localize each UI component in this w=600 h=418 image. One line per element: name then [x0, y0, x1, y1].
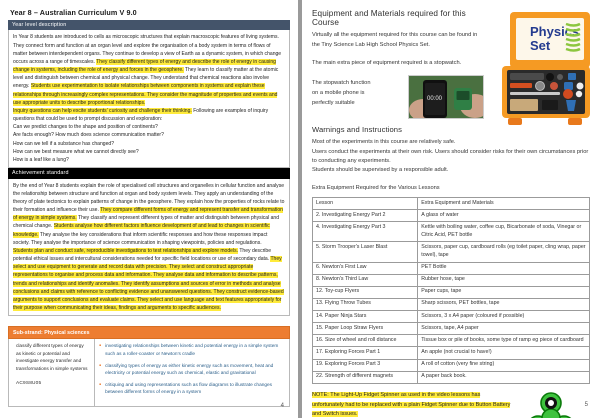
table-row	[313, 335, 590, 347]
cell-lesson: 12. Toy-cup Flyers	[313, 286, 418, 298]
year-level-description-paragraph: In Year 8 students are introduced to cells as microscopic structures that explain macroscopic features of living systems. They connect form and function at an organ level and explore the organisation of a body system in terms of flows of matter between interdependent organs. They continue to develop a view of Earth as a dynamic system, in which change occurs across a range of timescales. They classify different types of energy and describe the role of energy in causing change in systems, including the role of energy and forces in the geosphere. They learn to classify matter at the atomic level and distinguish between chemical and physical change. They understand that chemical reactions also involve energy. Students use experimentation to isolate relationships between components in systems and explain these relationships through increasingly complex representations. They consider the magnitude of properties and events and use appropriate units to describe proportional relationships.	[13, 34, 282, 106]
note-block	[312, 391, 590, 418]
cell-lesson: 13. Flying Throw Tubes	[313, 298, 418, 310]
list-item: Can we predict changes to the shape and position of continents?	[13, 124, 158, 131]
note-text: NOTE: The Light-Up Fidget Spinner as used in the video lessons has unfortunately had to be replaced with a plain Fidget Spinner due to Button Battery and Switch issues.	[312, 391, 511, 418]
cell-equipment: Paper cups, tape	[418, 286, 590, 298]
cell-lesson: 19. Exploring Forces Part 3	[313, 359, 418, 371]
page-title: Year 8 – Australian Curriculum V 9.0	[10, 8, 137, 17]
svg-text:Physics: Physics	[530, 24, 580, 39]
cell-equipment: Scissors, tape, A4 paper	[418, 323, 590, 335]
column-header-equipment: Extra Equipment and Materials	[418, 198, 590, 210]
cell-equipment: Rubber hose, tape	[418, 274, 590, 286]
extra-equipment-table	[312, 197, 590, 384]
table-header-row	[313, 198, 590, 210]
equipment-paragraph-1: Virtually all the equipment required for this course can be found in the Tiny Science Lab High School Physics Set.	[312, 32, 478, 48]
cell-lesson: 16. Size of wheel and roll distance	[313, 335, 418, 347]
section-header-year-level-description: Year level description	[8, 20, 290, 30]
table-row	[313, 347, 590, 359]
page-left	[0, 0, 298, 418]
list-item: How can we tell if a substance has changed?	[13, 140, 114, 147]
equipment-paragraph-2: The main extra piece of equipment required is a stopwatch.	[312, 59, 462, 66]
bullet-icon: ▪	[99, 362, 102, 369]
cell-equipment: A roll of cotton (very fine string)	[418, 359, 590, 371]
substrand-body	[8, 339, 290, 407]
cell-equipment: Scissors, paper cup, cardboard rolls (eg toilet paper, cling wrap, paper towel), tape	[418, 242, 590, 262]
page-number-left: 4	[280, 403, 284, 409]
warning-line-2: Users conduct the experiments at their own risk. Users should consider risks for their own circumstances prior to conducting any experiments.	[312, 148, 589, 164]
bullet-icon: ▪	[99, 343, 102, 350]
substrand-elaborations-cell	[95, 339, 289, 406]
inquiry-intro: Inquiry questions can help excite students’ curiosity and challenge their thinking. Following are examples of inquiry questions that could be used to prompt discussion and exploration:	[13, 107, 269, 123]
section-body-year-level-description	[8, 30, 290, 168]
content-description-text: classify different types of energy as kinetic or potential and investigate energy transfer and transformations in simple systems	[16, 344, 88, 372]
warning-line-3: Students should be supervised by a responsible adult.	[312, 167, 449, 174]
cell-lesson: 4. Investigating Energy Part 3	[313, 222, 418, 242]
section-header-achievement-standard: Achievement standard	[8, 168, 290, 178]
svg-text:Set: Set	[530, 38, 551, 53]
cell-equipment: Sharp scissors, PET bottles, tape	[418, 298, 590, 310]
cell-equipment: An apple (not crucial to have!)	[418, 347, 590, 359]
cell-lesson: 2. Investigating Energy Part 2	[313, 210, 418, 222]
table-row	[313, 210, 590, 222]
table-row	[313, 274, 590, 286]
cell-lesson: 22. Strength of different magnets	[313, 371, 418, 383]
curriculum-code: AC9S8U05	[16, 380, 42, 386]
elaboration-text: classifying types of energy as either kinetic energy such as movement, heat and electricity or potential energy such as chemical, elastic and gravitational	[105, 363, 274, 377]
table-body	[313, 210, 590, 384]
cell-lesson: 14. Paper Ninja Stars	[313, 311, 418, 323]
page-number-right: 5	[584, 402, 588, 408]
physics-set-kit-image	[490, 6, 594, 136]
table-row	[313, 222, 590, 242]
page-right	[302, 0, 600, 418]
cell-equipment: Scissors, 3 x A4 paper (coloured if possible)	[418, 311, 590, 323]
table-row	[313, 311, 590, 323]
list-item: Are facts enough? How much does science communication matter?	[13, 132, 164, 139]
list-item: How is a leaf like a lung?	[13, 156, 69, 163]
cell-equipment: Kettle with boiling water, coffee cup, Bicarbonate of soda, Vinegar or Citric Acid, PET bottle	[418, 222, 590, 242]
elaboration-text: critiquing and using representations such as flow diagrams to illustrate changes between different forms of energy in a system	[105, 382, 273, 396]
equipment-intro-text	[312, 8, 484, 119]
table-row	[313, 323, 590, 335]
cell-lesson: 5. Storm Trooper's Laser Blast	[313, 242, 418, 262]
list-item: How can we best measure what we cannot directly see?	[13, 148, 139, 155]
cell-lesson: 8. Newton's Third Law	[313, 274, 418, 286]
list-item	[99, 382, 284, 397]
cell-equipment: A glass of water	[418, 210, 590, 222]
achievement-standard-paragraph: By the end of Year 8 students explain the role of specialised cell structures and organelles in cellular function and analyse the relationship between structure and function at organ and body system levels. They apply an understanding of the theory of plate tectonics to explain patterns of change in the geosphere. They explain how the properties of rocks relate to their formation and influence their use. They compare different forms of energy and represent transfer and transformation of energy in simple systems. They classify and represent different types of matter and distinguish between physical and chemical change. Students analyse how different factors influence development of and lead to changes in scientific knowledge. They analyse the key considerations that inform scientific responses and how these responses impact society. They analyse the importance of science communication in shaping viewpoints, policies and regulations. Students plan and conduct safe, reproducible investigations to test relationships and explore models. They describe potential ethical issues and intercultural considerations needed for specific field locations or use of secondary data. They select and use equipment to generate and record data with precision. They select and construct appropriate representations to organise and process data and information. They analyse data and information to describe patterns, trends and relationships and identify anomalies. They identify assumptions and sources of error in methods and analyse conclusions and claims with reference to conflicting evidence and unanswered questions. They construct evidence-based arguments to support conclusions and evaluate claims. They select and use language and text features appropriately for their purpose when communicating their ideas, findings and arguments to specific audiences.	[13, 182, 285, 312]
svg-text:00:00: 00:00	[426, 96, 442, 103]
elaboration-text: investigating relationships between kinetic and potential energy in a simple system such as a roller-coaster or Newton’s cradle	[105, 344, 279, 357]
phone-stopwatch-photo	[408, 75, 484, 119]
heading-equipment-and-materials: Equipment and Materials required for this Course	[312, 9, 466, 27]
list-item	[99, 363, 284, 378]
section-body-achievement-standard	[8, 179, 290, 317]
bullet-icon: ▪	[99, 381, 102, 388]
table-row	[313, 262, 590, 274]
spacer	[8, 316, 290, 326]
cell-lesson: 17. Exploring Forces Part 1	[313, 347, 418, 359]
fidget-spinner-image	[512, 391, 590, 418]
cell-lesson: 15. Paper Loop Straw Flyers	[313, 323, 418, 335]
column-header-lesson: Lesson	[313, 198, 418, 210]
table-intro-text: Extra Equipment Required for the Various Lessons	[312, 185, 440, 192]
warning-line-1: Most of the experiments in this course are relatively safe.	[312, 139, 456, 146]
list-item	[99, 343, 284, 358]
stopwatch-paragraph: The stopwatch function on a mobile phone is perfectly suitable	[312, 80, 371, 106]
table-row	[313, 359, 590, 371]
inquiry-question-list	[13, 123, 285, 164]
cell-lesson: 6. Newton's First Law	[313, 262, 418, 274]
heading-warnings-and-instructions: Warnings and Instructions	[312, 125, 403, 135]
cell-equipment: A paper back book.	[418, 371, 590, 383]
table-row	[313, 298, 590, 310]
substrand-header: Sub-strand: Physical sciences	[8, 326, 290, 339]
cell-equipment: PET Bottle	[418, 262, 590, 274]
table-row	[313, 286, 590, 298]
table-row	[313, 371, 590, 383]
cell-equipment: Tissue box or pile of books, some type of ramp eg piece of cardboard	[418, 335, 590, 347]
table-row	[313, 242, 590, 262]
substrand-content-description-cell	[9, 339, 95, 406]
